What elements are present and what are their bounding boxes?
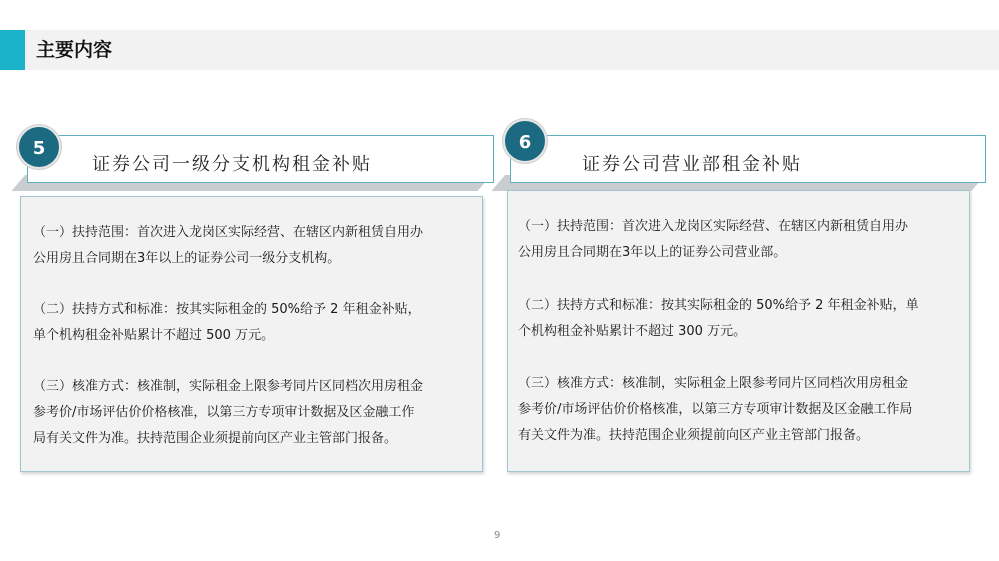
- card-6-paragraph-3: [518, 371, 912, 449]
- card-6-paragraph-2: [518, 293, 919, 345]
- card-5-paragraph-1: [33, 220, 423, 272]
- text-line: 公用房且合同期在3年以上的证券公司一级分支机构。: [33, 251, 341, 266]
- text-line: 有关文件为准。扶持范围企业须提前向区产业主管部门报备。: [518, 428, 870, 443]
- text-line: 公用房且合同期在3年以上的证券公司营业部。: [518, 245, 787, 260]
- text-line: （二）扶持方式和标准：按其实际租金的 50%给予 2 年租金补贴，: [33, 302, 421, 317]
- card-6-title: 证券公司营业部租金补贴: [582, 154, 802, 175]
- card-5-paragraph-3: [33, 374, 423, 452]
- header-accent-stripe: [0, 30, 25, 70]
- header-bar: [0, 30, 999, 70]
- text-line: 单个机构租金补贴累计不超过 500 万元。: [33, 328, 275, 343]
- card-6-paragraph-1: [518, 214, 908, 266]
- card-5-body: [20, 196, 483, 472]
- text-line: （一）扶持范围：首次进入龙岗区实际经营、在辖区内新租赁自用办: [33, 225, 424, 240]
- card-5-title: 证券公司一级分支机构租金补贴: [92, 154, 372, 175]
- card-5-paragraph-2: [33, 297, 421, 349]
- text-line: 个机构租金补贴累计不超过 300 万元。: [518, 324, 747, 339]
- text-line: 局有关文件为准。扶持范围企业须提前向区产业主管部门报备。: [33, 431, 398, 446]
- card-6-body: [507, 190, 970, 472]
- text-line: 参考价/市场评估价价格核准，以第三方专项审计数据及区金融工作: [33, 405, 415, 420]
- page-title: 主要内容: [36, 39, 113, 61]
- card-6-number-badge: 6: [503, 119, 547, 163]
- card-5-number-badge: 5: [17, 125, 61, 169]
- text-line: （三）核准方式：核准制，实际租金上限参考同片区同档次用房租金: [518, 376, 909, 391]
- text-line: （三）核准方式：核准制，实际租金上限参考同片区同档次用房租金: [33, 379, 424, 394]
- page-number: 9: [494, 530, 501, 541]
- text-line: （二）扶持方式和标准：按其实际租金的 50%给予 2 年租金补贴，单: [518, 298, 919, 313]
- text-line: 参考价/市场评估价价格核准，以第三方专项审计数据及区金融工作局: [518, 402, 913, 417]
- text-line: （一）扶持范围：首次进入龙岗区实际经营、在辖区内新租赁自用办: [518, 219, 909, 234]
